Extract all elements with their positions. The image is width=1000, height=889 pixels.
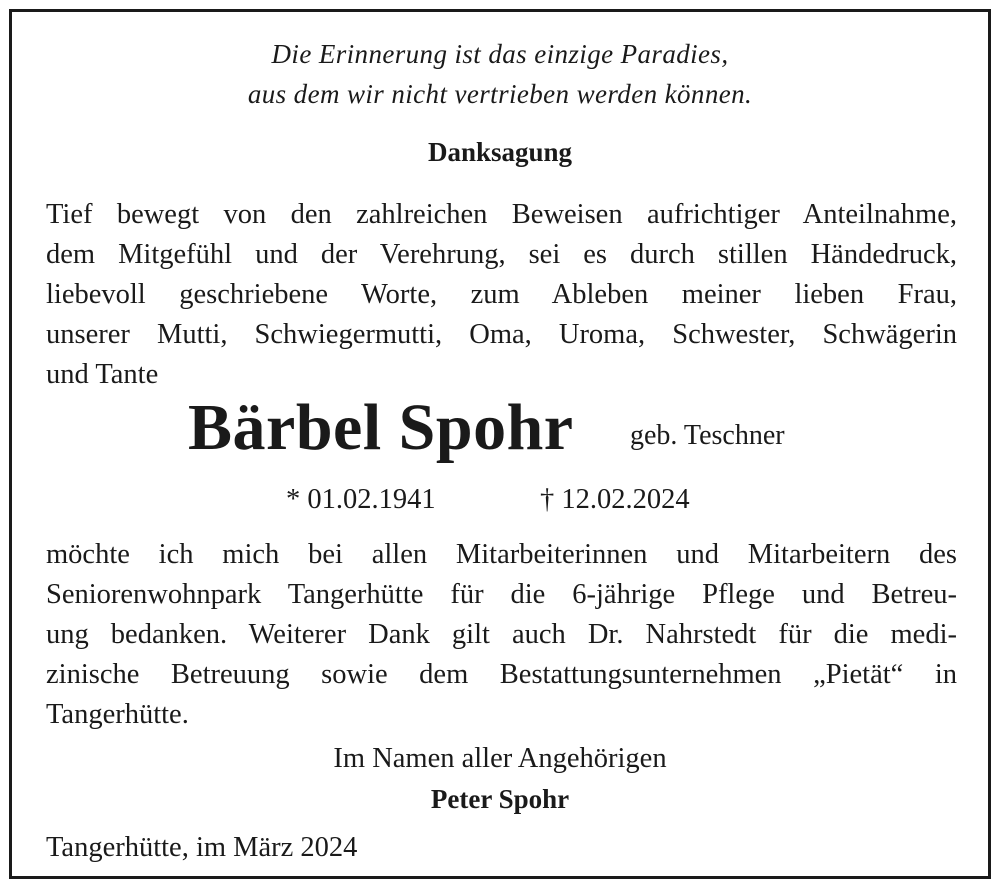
obituary-notice xyxy=(9,9,991,879)
signer-name: Peter Spohr xyxy=(430,784,570,814)
intro-line: dem Mitgefühl und der Verehrung, sei es durch stillen Händedruck, xyxy=(46,239,957,270)
heading: Danksagung xyxy=(427,137,573,167)
on-behalf-text: Im Namen aller Angehörigen xyxy=(333,743,667,774)
place-date: Tangerhütte, im März 2024 xyxy=(46,832,358,863)
thanks-line: Tangerhütte. xyxy=(46,699,189,730)
deceased-name-row xyxy=(12,388,988,468)
intro-line: unserer Mutti, Schwiegermutti, Oma, Uroma, Schwester, Schwägerin xyxy=(46,319,957,350)
quote-line-1: Die Erinnerung ist das einzige Paradies, xyxy=(271,39,729,69)
intro-line: Tief bewegt von den zahlreichen Beweisen aufrichtiger Anteilnahme, xyxy=(46,199,957,230)
intro-line: und Tante xyxy=(46,359,159,390)
birth-date: * 01.02.1941 xyxy=(286,484,436,515)
death-date: † 12.02.2024 xyxy=(540,484,690,515)
deceased-name: Bärbel Spohr xyxy=(188,391,574,464)
thanks-line: möchte ich mich bei allen Mitarbeiterinnen und Mitarbeitern des xyxy=(46,539,957,570)
thanks-line: Seniorenwohnpark Tangerhütte für die 6-jährige Pflege und Betreu- xyxy=(46,579,957,610)
intro-line: liebevoll geschriebene Worte, zum Ableben meiner lieben Frau, xyxy=(46,279,957,310)
birth-name: geb. Teschner xyxy=(630,420,785,451)
thanks-line: ung bedanken. Weiterer Dank gilt auch Dr. Nahrstedt für die medi- xyxy=(46,619,957,650)
quote-line-2: aus dem wir nicht vertrieben werden können. xyxy=(247,79,753,109)
thanks-line: zinische Betreuung sowie dem Bestattungsunternehmen „Pietät“ in xyxy=(46,659,957,690)
